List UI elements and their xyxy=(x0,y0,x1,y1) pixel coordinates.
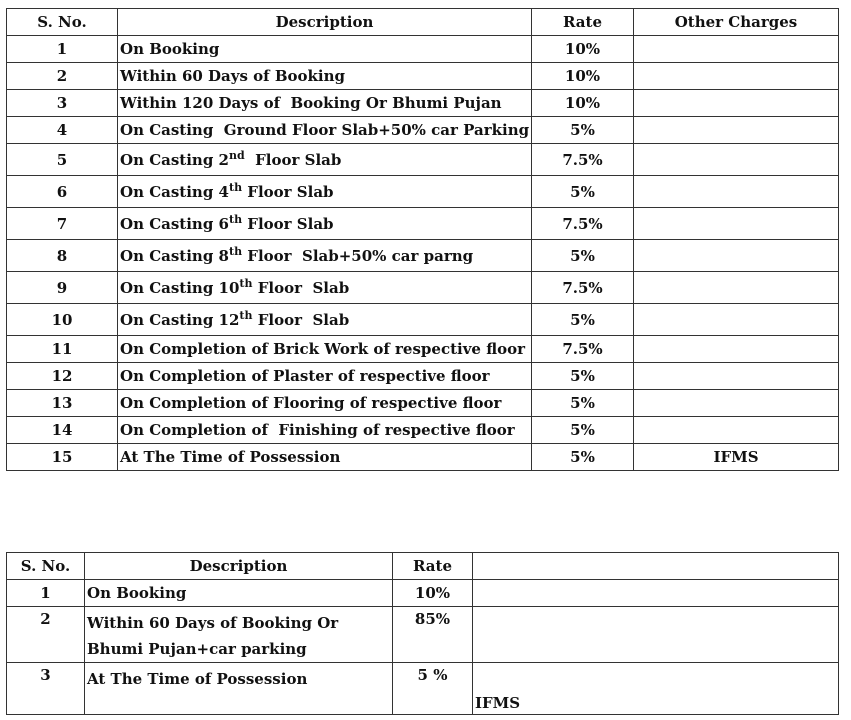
row-other-charges xyxy=(634,363,839,390)
row-rate: 5% xyxy=(532,417,634,444)
row-description-cell xyxy=(118,336,532,363)
row-description-rest: Floor Slab xyxy=(242,182,334,201)
row-other-charges: IFMS xyxy=(634,444,839,471)
row-description: On Casting Ground Floor Slab+50% car Parking xyxy=(120,121,530,139)
row-rate: 5% xyxy=(532,304,634,336)
row-description-cell xyxy=(118,417,532,444)
row-description-cell xyxy=(118,240,532,272)
row-description-cell xyxy=(118,117,532,144)
row-description: On Casting 6 xyxy=(120,214,229,233)
row-description: On Completion of Finishing of respective floor xyxy=(120,421,515,439)
table-row xyxy=(7,63,839,90)
row-description-cell xyxy=(118,363,532,390)
row-description-cell xyxy=(118,63,532,90)
table-row xyxy=(7,444,839,471)
row-description-cell xyxy=(118,272,532,304)
ordinal-suffix: th xyxy=(228,244,243,258)
table-row xyxy=(7,417,839,444)
row-sno: 4 xyxy=(7,117,118,144)
row-other-charges xyxy=(634,272,839,304)
row-other-charges xyxy=(634,417,839,444)
row-other-charges xyxy=(634,63,839,90)
row-sno: 13 xyxy=(7,390,118,417)
row-other-charges xyxy=(634,390,839,417)
row-rate: 5% xyxy=(532,363,634,390)
header-description: Description xyxy=(118,9,532,36)
row-description: On Casting 4 xyxy=(120,182,229,201)
row-other-charges xyxy=(473,607,839,663)
row-other-charges xyxy=(634,240,839,272)
row-description: On Casting 10 xyxy=(120,278,240,297)
row-sno: 8 xyxy=(7,240,118,272)
table-row xyxy=(7,336,839,363)
row-rate: 5 % xyxy=(393,663,473,715)
table-header-row xyxy=(7,553,839,580)
row-other-charges xyxy=(634,144,839,176)
header-description: Description xyxy=(85,553,393,580)
row-sno: 11 xyxy=(7,336,118,363)
row-rate: 10% xyxy=(532,36,634,63)
row-description-cell xyxy=(118,144,532,176)
row-description: At The Time of Possession xyxy=(120,448,341,466)
ordinal-suffix: th xyxy=(239,276,253,290)
row-description-rest: Floor Slab xyxy=(252,278,350,297)
row-rate: 5% xyxy=(532,117,634,144)
table-row xyxy=(7,304,839,336)
row-description: Within 120 Days of Booking Or Bhumi Pujan xyxy=(120,94,502,112)
row-description-cell xyxy=(118,390,532,417)
row-description-rest: Floor Slab+50% car parng xyxy=(242,246,474,265)
ordinal-suffix: th xyxy=(228,180,243,194)
row-other-charges: IFMS xyxy=(473,663,839,715)
row-rate: 5% xyxy=(532,176,634,208)
row-description: On Casting 2 xyxy=(120,150,229,169)
row-description-cell xyxy=(118,444,532,471)
header-other-charges: Other Charges xyxy=(634,9,839,36)
row-sno: 10 xyxy=(7,304,118,336)
row-other-charges xyxy=(634,208,839,240)
header-rate: Rate xyxy=(532,9,634,36)
row-rate: 7.5% xyxy=(532,336,634,363)
header-sno: S. No. xyxy=(7,553,85,580)
row-description-cell xyxy=(118,176,532,208)
row-description: At The Time of Possession xyxy=(85,663,393,715)
row-sno: 1 xyxy=(7,580,85,607)
row-rate: 7.5% xyxy=(532,144,634,176)
row-description: On Completion of Brick Work of respective floor xyxy=(120,340,526,358)
row-rate: 10% xyxy=(532,90,634,117)
row-rate: 7.5% xyxy=(532,272,634,304)
row-rate: 10% xyxy=(532,63,634,90)
ordinal-suffix: th xyxy=(239,308,253,322)
row-sno: 14 xyxy=(7,417,118,444)
row-description-cell xyxy=(118,36,532,63)
payment-plan-table-2 xyxy=(6,552,839,715)
row-rate: 5% xyxy=(532,240,634,272)
table-row xyxy=(7,663,839,715)
row-description-rest: Floor Slab xyxy=(244,150,342,169)
payment-plan-table-1 xyxy=(6,8,839,471)
row-sno: 15 xyxy=(7,444,118,471)
row-other-charges xyxy=(634,176,839,208)
row-description-cell xyxy=(118,208,532,240)
table-header-row xyxy=(7,9,839,36)
row-description: On Booking xyxy=(85,580,393,607)
row-sno: 9 xyxy=(7,272,118,304)
table-row xyxy=(7,390,839,417)
row-sno: 12 xyxy=(7,363,118,390)
row-rate: 5% xyxy=(532,444,634,471)
row-other-charges xyxy=(634,117,839,144)
row-description: Within 60 Days of Booking Or Bhumi Pujan+car parking xyxy=(85,607,393,663)
table-row xyxy=(7,117,839,144)
header-blank xyxy=(473,553,839,580)
table-row xyxy=(7,36,839,63)
row-sno: 6 xyxy=(7,176,118,208)
row-rate: 10% xyxy=(393,580,473,607)
table-row xyxy=(7,363,839,390)
row-other-charges xyxy=(634,336,839,363)
table-row xyxy=(7,240,839,272)
header-sno: S. No. xyxy=(7,9,118,36)
row-sno: 2 xyxy=(7,63,118,90)
row-sno: 3 xyxy=(7,90,118,117)
row-sno: 3 xyxy=(7,663,85,715)
ordinal-suffix: nd xyxy=(228,148,245,162)
table-row xyxy=(7,272,839,304)
row-rate: 5% xyxy=(532,390,634,417)
table-row xyxy=(7,90,839,117)
ordinal-suffix: th xyxy=(228,212,243,226)
row-description: On Casting 8 xyxy=(120,246,229,265)
header-rate: Rate xyxy=(393,553,473,580)
row-description-rest: Floor Slab xyxy=(242,214,334,233)
row-description-rest: Floor Slab xyxy=(252,310,350,329)
row-sno: 5 xyxy=(7,144,118,176)
row-other-charges xyxy=(473,580,839,607)
table-row xyxy=(7,144,839,176)
row-description: On Casting 12 xyxy=(120,310,240,329)
table-row xyxy=(7,607,839,663)
table-row xyxy=(7,208,839,240)
row-sno: 1 xyxy=(7,36,118,63)
row-description-cell xyxy=(118,304,532,336)
row-sno: 7 xyxy=(7,208,118,240)
table-row xyxy=(7,176,839,208)
row-description: On Booking xyxy=(120,40,220,58)
row-description: On Completion of Flooring of respective floor xyxy=(120,394,502,412)
table-row xyxy=(7,580,839,607)
row-description: On Completion of Plaster of respective floor xyxy=(120,367,490,385)
row-rate: 7.5% xyxy=(532,208,634,240)
row-rate: 85% xyxy=(393,607,473,663)
row-other-charges xyxy=(634,36,839,63)
row-description: Within 60 Days of Booking xyxy=(120,67,345,85)
row-other-charges xyxy=(634,90,839,117)
row-other-charges xyxy=(634,304,839,336)
row-description-cell xyxy=(118,90,532,117)
row-sno: 2 xyxy=(7,607,85,663)
